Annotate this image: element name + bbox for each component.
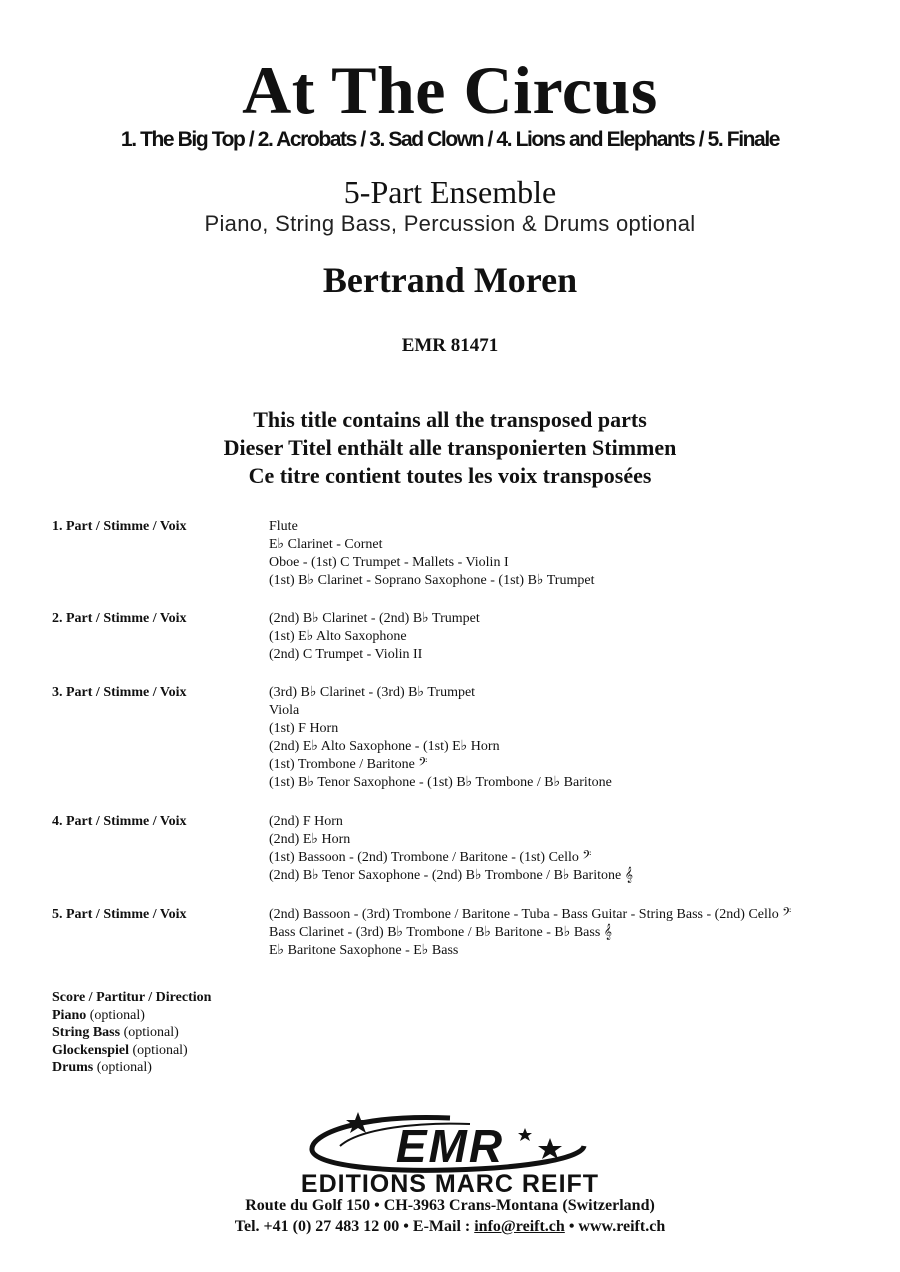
optional-part-name: Glockenspiel (52, 1042, 130, 1058)
notice-english: This title contains all the transposed parts (253, 407, 647, 432)
instrument-line: (2nd) E♭ Horn (269, 832, 351, 847)
instrument-line: (1st) Bassoon - (2nd) Trombone / Baritone - (1st) Cello 𝄢 (269, 850, 592, 865)
publisher-website: • www.reift.ch (564, 1218, 666, 1235)
logo-star-right (538, 1138, 562, 1159)
optional-part-name: Drums (52, 1060, 94, 1075)
publisher-contact (0, 1217, 900, 1237)
instrument-line: E♭ Baritone Saxophone - E♭ Bass (269, 943, 459, 958)
instrument-line: Oboe - (1st) C Trumpet - Mallets - Violin I (269, 555, 509, 570)
instrument-line: (2nd) C Trumpet - Violin II (269, 647, 423, 662)
part-instrument-list (269, 684, 869, 792)
instrument-line: (2nd) B♭ Clarinet - (2nd) B♭ Trumpet (269, 611, 480, 626)
instrument-line: E♭ Clarinet - Cornet (269, 537, 383, 552)
part-label: 3. Part / Stimme / Voix (52, 685, 187, 700)
instrument-line: (3rd) B♭ Clarinet - (3rd) B♭ Trumpet (269, 685, 476, 700)
instrument-line: (1st) E♭ Alto Saxophone (269, 629, 407, 644)
part-label: 4. Part / Stimme / Voix (52, 814, 187, 829)
instrumentation-note: Piano, String Bass, Percussion & Drums optional (204, 211, 696, 236)
part-label: 1. Part / Stimme / Voix (52, 519, 187, 534)
part-label: 5. Part / Stimme / Voix (52, 907, 187, 922)
transposed-parts-notice (0, 406, 900, 490)
instrument-line: (2nd) E♭ Alto Saxophone - (1st) E♭ Horn (269, 739, 500, 754)
logo-emr-text: EMR (395, 1120, 505, 1172)
optional-part-note: (optional) (86, 1007, 145, 1023)
instrument-line: Flute (269, 519, 298, 534)
part-instrument-list (269, 610, 869, 664)
notice-french: Ce titre contient toutes les voix transposées (248, 463, 652, 488)
optional-part-piano (52, 1007, 452, 1025)
part-instrument-list (269, 518, 869, 590)
optional-part-name: String Bass (52, 1025, 121, 1040)
movement-list: 1. The Big Top / 2. Acrobats / 3. Sad Clown / 4. Lions and Elephants / 5. Finale (120, 128, 780, 151)
optional-part-note: (optional) (129, 1042, 188, 1058)
instrument-line: Bass Clarinet - (3rd) B♭ Trombone / B♭ Baritone - B♭ Bass 𝄞 (269, 925, 613, 940)
emr-logo (300, 1106, 600, 1196)
instrument-line: (2nd) B♭ Tenor Saxophone - (2nd) B♭ Trombone / B♭ Baritone 𝄞 (269, 868, 633, 883)
optional-part-note: (optional) (93, 1060, 152, 1075)
part-label: 2. Part / Stimme / Voix (52, 611, 187, 626)
catalog-number: EMR 81471 (401, 335, 499, 356)
optional-part-note: (optional) (120, 1025, 179, 1040)
part-instrument-list (269, 906, 869, 960)
logo-star-small (518, 1128, 532, 1141)
optional-part-drums (52, 1059, 452, 1077)
publisher-tel: Tel. +41 (0) 27 483 12 00 • E-Mail : (234, 1218, 475, 1235)
notice-german: Dieser Titel enthält alle transponierten Stimmen (223, 435, 677, 460)
instrument-line: (1st) F Horn (269, 721, 339, 736)
optional-part-glockenspiel (52, 1042, 452, 1060)
title: At The Circus (242, 52, 658, 128)
part-instrument-list (269, 813, 869, 885)
logo-star-left (346, 1112, 370, 1133)
publisher-address: Route du Golf 150 • CH-3963 Crans-Montana (Switzerland) (245, 1197, 655, 1214)
instrument-line: (1st) B♭ Clarinet - Soprano Saxophone - (1st) B♭ Trumpet (269, 573, 595, 588)
score-and-optional-parts (52, 989, 452, 1077)
ensemble-type: 5-Part Ensemble (343, 174, 557, 210)
publisher-name: EDITIONS MARC REIFT (300, 1170, 600, 1196)
instrument-line: (2nd) Bassoon - (3rd) Trombone / Baritone - Tuba - Bass Guitar - String Bass - (2nd) Cello 𝄢 (269, 907, 792, 922)
optional-part-string-bass (52, 1024, 452, 1042)
instrument-line: (1st) Trombone / Baritone 𝄢 (269, 757, 428, 772)
instrument-line: (2nd) F Horn (269, 814, 343, 829)
optional-part-name: Piano (52, 1007, 87, 1023)
instrument-line: (1st) B♭ Tenor Saxophone - (1st) B♭ Trombone / B♭ Baritone (269, 775, 612, 790)
composer-name: Bertrand Moren (322, 260, 578, 300)
score-label: Score / Partitur / Direction (52, 990, 212, 1005)
instrument-line: Viola (269, 703, 300, 718)
publisher-email-link[interactable]: info@reift.ch (474, 1218, 565, 1235)
